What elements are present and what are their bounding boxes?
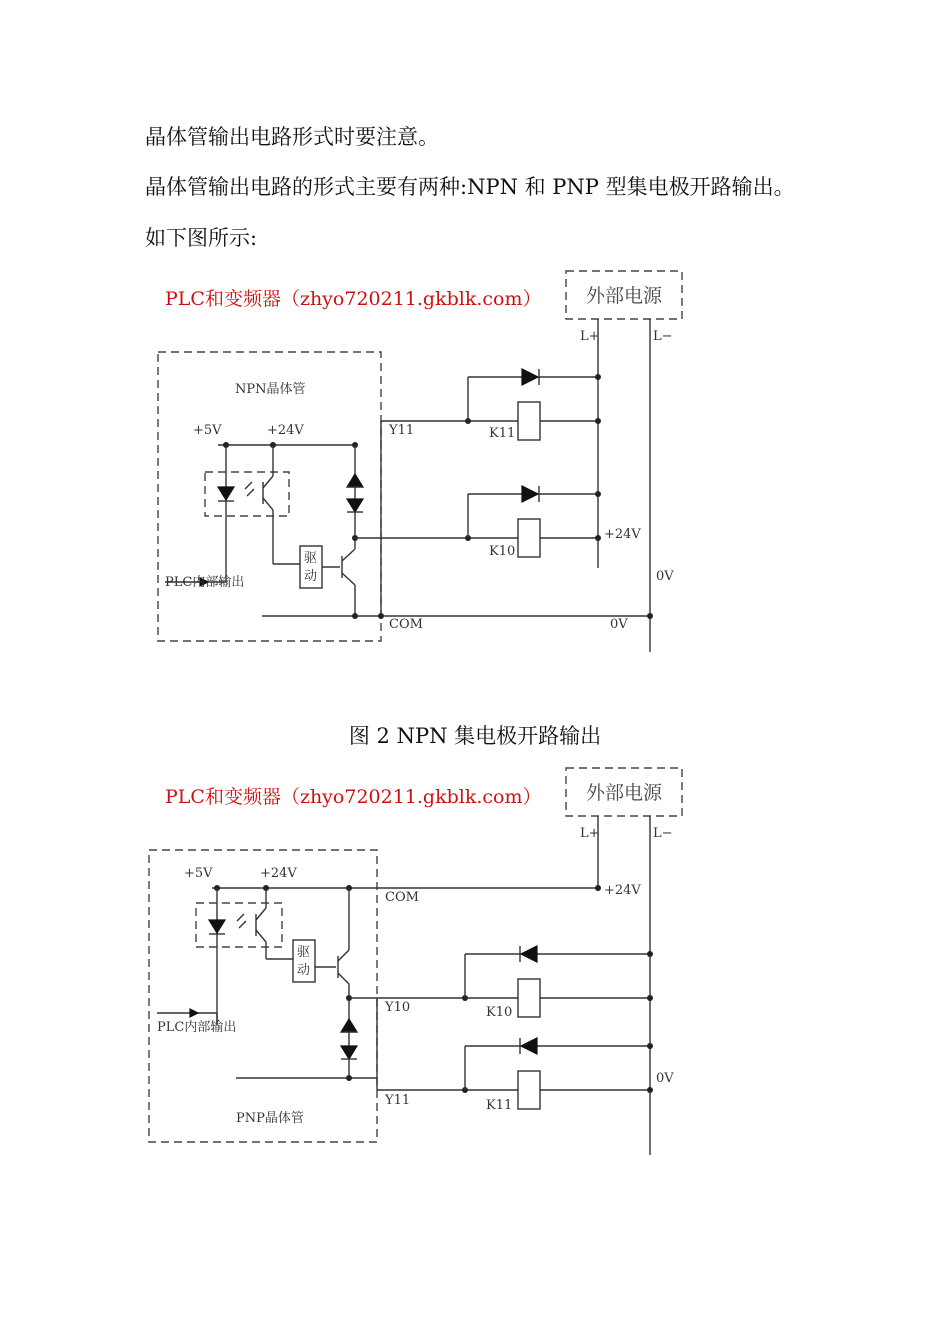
svg-text:动: 动 — [297, 963, 311, 978]
led-diode-icon — [209, 920, 225, 933]
v24-right-label: +24V — [604, 527, 641, 542]
light-arrow-icon — [237, 914, 244, 921]
ov-bottom-label: 0V — [610, 617, 628, 632]
ov-right-label: 0V — [656, 1071, 674, 1086]
k11-label: K11 — [486, 1098, 513, 1113]
paragraph-3: 如下图所示: — [145, 226, 258, 250]
svg-text:驱: 驱 — [297, 945, 311, 960]
watermark-text: PLC和变频器（zhyo720211.gkblk.com） — [165, 786, 542, 808]
pnp-circuit-diagram — [0, 760, 950, 1160]
k11-relay-coil — [518, 1071, 540, 1109]
v24-label: +24V — [260, 866, 297, 881]
y11-terminal-label: Y11 — [385, 1093, 411, 1108]
flyback-diode-icon — [522, 486, 538, 502]
k11-relay-coil — [518, 402, 540, 440]
plc-internal-output-label: PLC内部输出 — [157, 1020, 237, 1035]
svg-text:驱: 驱 — [304, 551, 318, 566]
com-terminal-label: COM — [385, 890, 419, 905]
com-terminal-label: COM — [389, 617, 423, 632]
ov-right-label: 0V — [656, 569, 674, 584]
optocoupler-box — [205, 472, 289, 516]
pnp-module-label: PNP晶体管 — [236, 1111, 304, 1126]
npn-circuit-diagram — [0, 262, 950, 662]
paragraph-1: 晶体管输出电路形式时要注意。 — [145, 125, 439, 149]
k10-relay-coil — [518, 519, 540, 557]
k10-label: K10 — [489, 544, 516, 559]
l-minus-label: L− — [653, 826, 673, 841]
v24-right-label: +24V — [604, 883, 641, 898]
external-power-label: 外部电源 — [586, 782, 663, 804]
l-plus-label: L+ — [580, 826, 600, 841]
k11-label: K11 — [489, 426, 516, 441]
external-power-label: 外部电源 — [586, 285, 663, 307]
l-minus-label: L− — [653, 329, 673, 344]
flyback-diode-icon — [521, 946, 537, 962]
y10-terminal-label: Y10 — [385, 1000, 411, 1015]
plc-internal-output-label: PLC内部输出 — [165, 575, 245, 590]
k10-relay-coil — [518, 979, 540, 1017]
led-diode-icon — [218, 487, 234, 500]
v5-label: +5V — [184, 866, 213, 881]
v5-label: +5V — [193, 423, 222, 438]
pnp-module-box — [149, 850, 377, 1142]
v24-label: +24V — [267, 423, 304, 438]
watermark-text: PLC和变频器（zhyo720211.gkblk.com） — [165, 288, 542, 310]
light-arrow-icon — [245, 482, 252, 489]
l-plus-label: L+ — [580, 329, 600, 344]
zener-diode-icon — [341, 1019, 357, 1032]
svg-text:动: 动 — [304, 569, 318, 584]
y11-terminal-label: Y11 — [389, 423, 415, 438]
k10-label: K10 — [486, 1005, 513, 1020]
zener-diode-icon — [347, 474, 363, 487]
figure-caption: 图 2 NPN 集电极开路输出 — [348, 724, 602, 748]
npn-module-label: NPN晶体管 — [235, 382, 306, 397]
optocoupler-box — [196, 903, 282, 947]
flyback-diode-icon — [521, 1038, 537, 1054]
flyback-diode-icon — [522, 369, 538, 385]
paragraph-2: 晶体管输出电路的形式主要有两种:NPN 和 PNP 型集电极开路输出。 — [145, 175, 795, 199]
